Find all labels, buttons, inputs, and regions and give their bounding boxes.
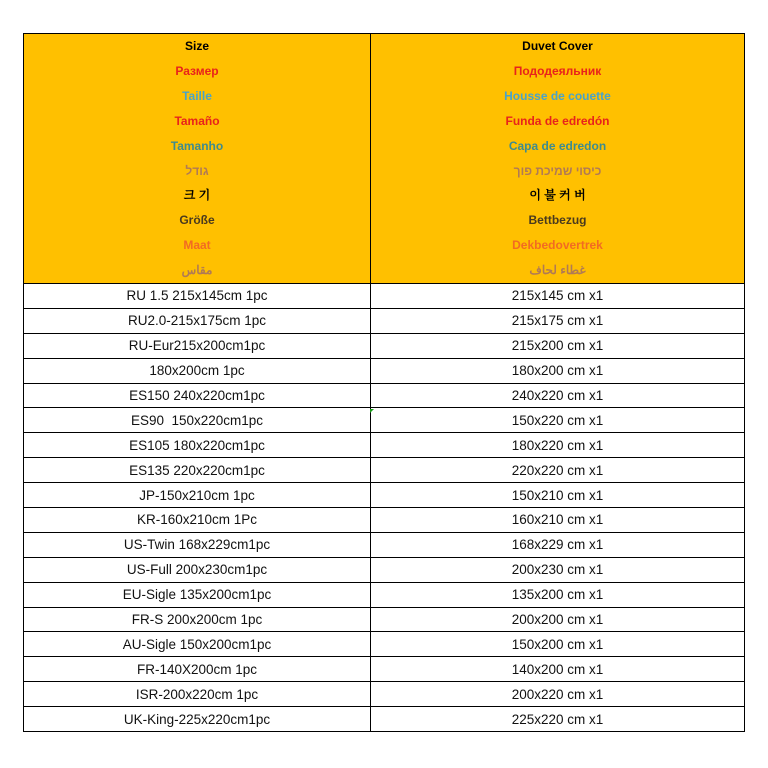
table-row bbox=[24, 682, 745, 707]
duvet-cell: 168x229 cm x1 bbox=[371, 532, 745, 557]
size-cell: EU-Sigle 135x200cm1pc bbox=[24, 582, 371, 607]
size-table bbox=[23, 33, 745, 732]
table-row bbox=[24, 632, 745, 657]
size-header-line: גודל bbox=[185, 163, 209, 178]
duvet-header-line: Funda de edredón bbox=[505, 113, 610, 128]
duvet-cell: 135x200 cm x1 bbox=[371, 582, 745, 607]
duvet-cell: 200x230 cm x1 bbox=[371, 557, 745, 582]
size-cell: UK-King-225x220cm1pc bbox=[24, 707, 371, 732]
duvet-cell: 150x220 cm x1 bbox=[371, 408, 745, 433]
duvet-header-line: Dekbedovertrek bbox=[512, 238, 603, 253]
duvet-header-line: Пододеяльник bbox=[513, 63, 602, 78]
size-header-cell bbox=[24, 34, 371, 284]
duvet-cell: 160x210 cm x1 bbox=[371, 508, 745, 533]
size-cell: RU 1.5 215x145cm 1pc bbox=[24, 284, 371, 309]
duvet-header-line: Housse de couette bbox=[504, 88, 611, 103]
size-cell: ES135 220x220cm1pc bbox=[24, 458, 371, 483]
table-row bbox=[24, 408, 745, 433]
size-header-line: 크 기 bbox=[183, 188, 211, 203]
duvet-header-line: غطاء لحاف bbox=[529, 263, 586, 278]
table-row bbox=[24, 607, 745, 632]
duvet-cell: 180x220 cm x1 bbox=[371, 433, 745, 458]
header-row bbox=[24, 34, 745, 284]
duvet-header-cell bbox=[371, 34, 745, 284]
size-cell: ES105 180x220cm1pc bbox=[24, 433, 371, 458]
table-row bbox=[24, 458, 745, 483]
size-cell: ES150 240x220cm1pc bbox=[24, 383, 371, 408]
size-table-sheet bbox=[23, 33, 744, 732]
size-cell: ES90 150x220cm1pc bbox=[24, 408, 371, 433]
table-row bbox=[24, 582, 745, 607]
size-header-line: Taille bbox=[182, 88, 212, 103]
size-header-line: Tamaño bbox=[174, 113, 220, 128]
cell-comment-marker bbox=[370, 409, 374, 413]
duvet-header-line: כיסוי שמיכת פוך bbox=[513, 163, 602, 178]
size-cell: ISR-200x220cm 1pc bbox=[24, 682, 371, 707]
size-header-line: Maat bbox=[183, 238, 211, 253]
duvet-header-line: Capa de edredon bbox=[508, 138, 607, 153]
size-cell: AU-Sigle 150x200cm1pc bbox=[24, 632, 371, 657]
table-row bbox=[24, 333, 745, 358]
duvet-cell: 215x175 cm x1 bbox=[371, 308, 745, 333]
size-cell: US-Full 200x230cm1pc bbox=[24, 557, 371, 582]
table-row bbox=[24, 508, 745, 533]
duvet-cell: 215x200 cm x1 bbox=[371, 333, 745, 358]
duvet-cell: 150x200 cm x1 bbox=[371, 632, 745, 657]
table-row bbox=[24, 284, 745, 309]
duvet-cell: 240x220 cm x1 bbox=[371, 383, 745, 408]
size-header-line: Size bbox=[184, 39, 209, 54]
duvet-header-line: 이 불 커 버 bbox=[529, 188, 586, 203]
size-cell: US-Twin 168x229cm1pc bbox=[24, 532, 371, 557]
duvet-cell: 220x220 cm x1 bbox=[371, 458, 745, 483]
size-table-body bbox=[24, 34, 745, 732]
duvet-cell: 200x200 cm x1 bbox=[371, 607, 745, 632]
size-cell: FR-S 200x200cm 1pc bbox=[24, 607, 371, 632]
duvet-cell: 215x145 cm x1 bbox=[371, 284, 745, 309]
table-row bbox=[24, 532, 745, 557]
size-cell: KR-160x210cm 1Pc bbox=[24, 508, 371, 533]
table-row bbox=[24, 657, 745, 682]
table-row bbox=[24, 358, 745, 383]
size-header-line: Tamanho bbox=[170, 138, 224, 153]
duvet-cell: 225x220 cm x1 bbox=[371, 707, 745, 732]
duvet-cell: 180x200 cm x1 bbox=[371, 358, 745, 383]
duvet-header-line: Bettbezug bbox=[528, 213, 587, 228]
table-row bbox=[24, 557, 745, 582]
duvet-cell: 140x200 cm x1 bbox=[371, 657, 745, 682]
table-row bbox=[24, 383, 745, 408]
table-row bbox=[24, 707, 745, 732]
size-cell: RU-Eur215x200cm1pc bbox=[24, 333, 371, 358]
table-row bbox=[24, 308, 745, 333]
size-cell: FR-140X200cm 1pc bbox=[24, 657, 371, 682]
size-cell: JP-150x210cm 1pc bbox=[24, 483, 371, 508]
size-header-line: Размер bbox=[175, 63, 219, 78]
duvet-cell: 200x220 cm x1 bbox=[371, 682, 745, 707]
duvet-cell: 150x210 cm x1 bbox=[371, 483, 745, 508]
table-row bbox=[24, 433, 745, 458]
duvet-header-line: Duvet Cover bbox=[522, 39, 593, 54]
size-header-line: مقاس bbox=[181, 263, 213, 278]
size-cell: RU2.0-215x175cm 1pc bbox=[24, 308, 371, 333]
size-header-line: Größe bbox=[179, 213, 215, 228]
table-row bbox=[24, 483, 745, 508]
size-cell: 180x200cm 1pc bbox=[24, 358, 371, 383]
